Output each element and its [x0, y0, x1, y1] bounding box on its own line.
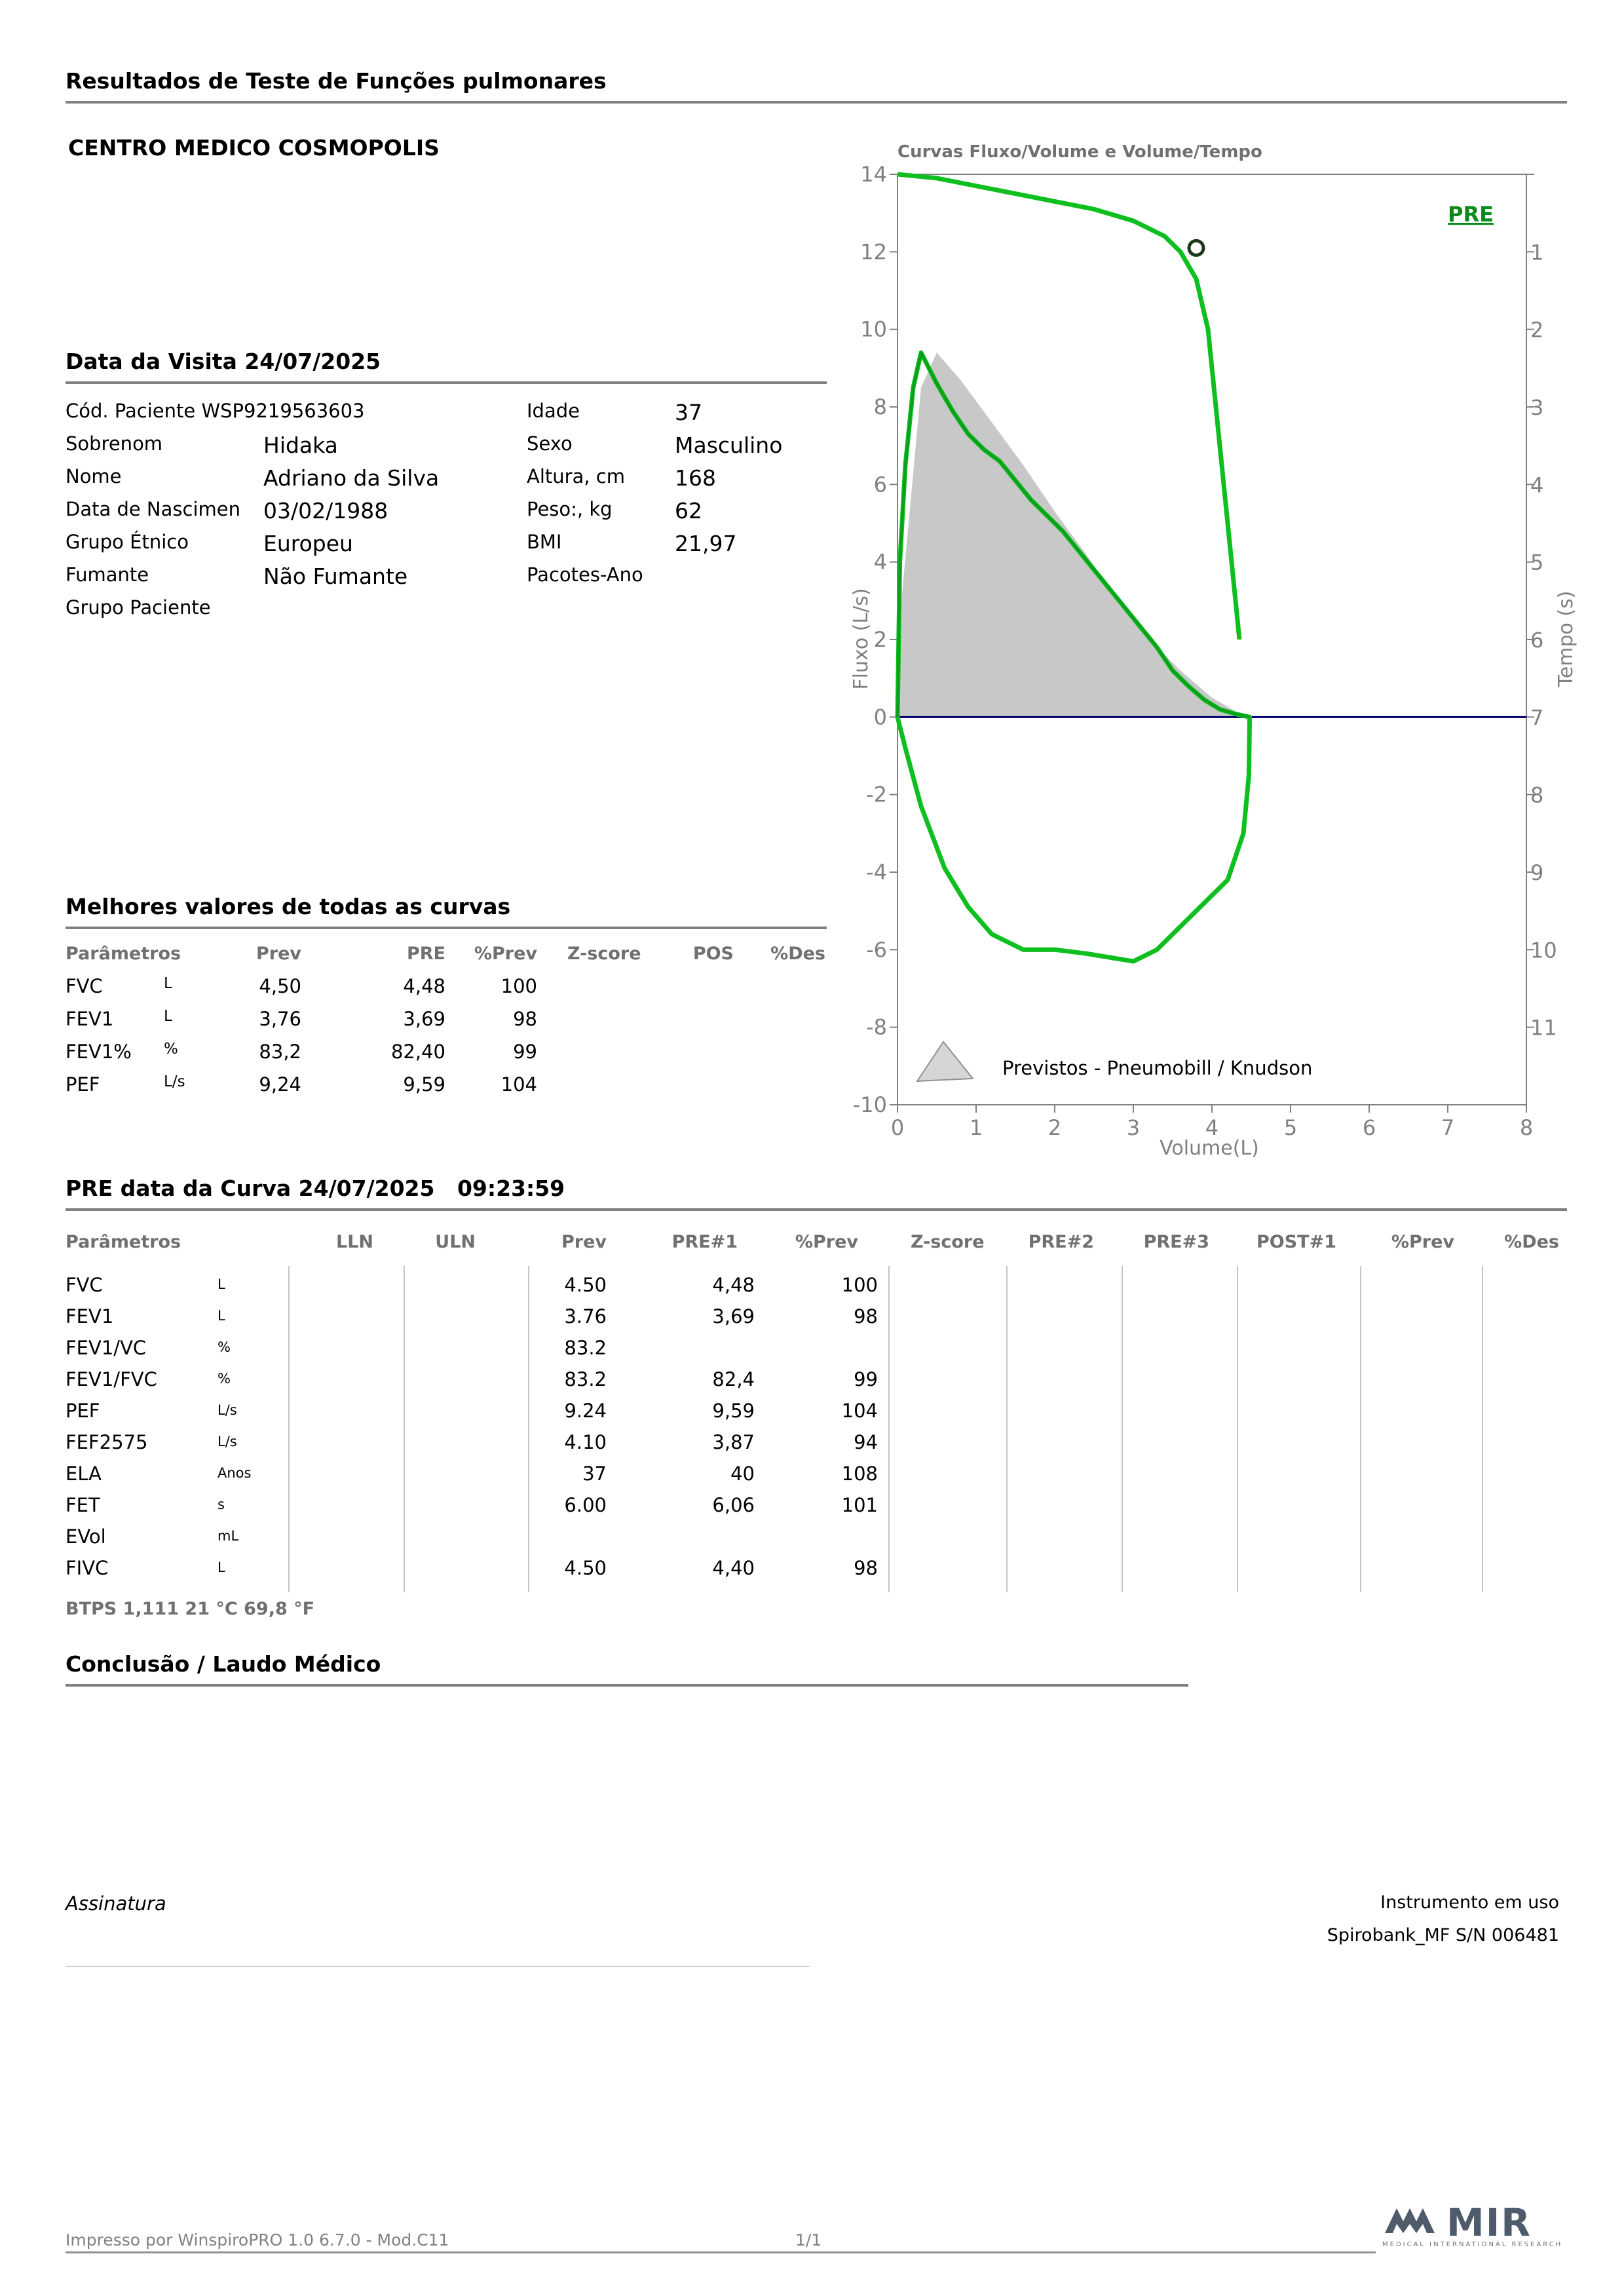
instrument-label: Instrumento em uso [1380, 1892, 1559, 1913]
best-row-pprev: 98 [513, 1008, 537, 1030]
data-layer [897, 174, 1526, 961]
curve-row-pre1: 9,59 [712, 1400, 755, 1422]
best-row-pre: 9,59 [403, 1073, 445, 1096]
curve-row-pre1: 4,48 [712, 1274, 755, 1296]
curve-row-param: FIVC [66, 1557, 109, 1579]
label-patient-group: Grupo Paciente [66, 596, 211, 619]
best-row-prev: 3,76 [259, 1008, 301, 1030]
curve-row-pprev: 94 [854, 1431, 878, 1453]
best-rule [66, 927, 827, 929]
curve-row-unit: mL [217, 1528, 239, 1544]
curve-row-prev: 83.2 [564, 1337, 607, 1359]
curve-row-prev: 6.00 [564, 1494, 607, 1516]
curve-header-pprev: %Prev [795, 1232, 858, 1252]
y-tick-label: 0 [873, 704, 887, 730]
curve-row-pprev: 98 [854, 1305, 878, 1328]
y-tick-label: -4 [866, 860, 887, 885]
y-tick-label: 4 [873, 549, 887, 575]
y2-tick-label: 4 [1530, 472, 1544, 498]
y-tick-label: -6 [866, 937, 887, 963]
value-bmi: 21,97 [675, 531, 737, 556]
best-row-pprev: 100 [500, 975, 537, 997]
center-name: CENTRO MEDICO COSMOPOLIS [68, 135, 440, 161]
best-row-pre: 82,40 [390, 1041, 445, 1063]
best-title: Melhores valores de todas as curvas [66, 894, 511, 919]
col-separator [528, 1266, 529, 1592]
conclusion-title: Conclusão / Laudo Médico [66, 1651, 381, 1677]
col-separator [888, 1266, 890, 1592]
curve-row-pre1: 40 [730, 1463, 755, 1485]
x-tick-label: 5 [1283, 1115, 1298, 1140]
value-surname: Hidaka [263, 432, 338, 458]
y2-tick-label: 8 [1530, 782, 1544, 808]
y-tick-label: 12 [860, 239, 887, 265]
label-surname: Sobrenom [66, 432, 163, 455]
value-smoker: Não Fumante [263, 564, 408, 589]
x-tick-label: 8 [1519, 1115, 1534, 1140]
best-row-prev: 83,2 [259, 1041, 301, 1063]
mir-logo-text: MIR [1446, 2200, 1532, 2245]
curve-row-unit: L/s [217, 1434, 237, 1449]
value-sex: Masculino [675, 432, 783, 458]
curve-row-unit: % [217, 1339, 231, 1355]
label-age: Idade [527, 400, 580, 422]
y-tick-label: 8 [873, 394, 887, 419]
y-tick-label: 14 [860, 162, 887, 187]
x-tick-label: 2 [1048, 1115, 1062, 1140]
curve-row-param: ELA [66, 1463, 102, 1485]
curve-row-param: PEF [66, 1400, 100, 1422]
curve-row-prev: 9.24 [564, 1400, 607, 1422]
curve-row-unit: L [217, 1308, 225, 1324]
x-tick-label: 4 [1205, 1115, 1219, 1140]
label-sex: Sexo [527, 432, 573, 455]
curve-row-param: FEF2575 [66, 1431, 148, 1453]
curve-header-uln: ULN [435, 1232, 476, 1252]
printed-by: Impresso por WinspiroPRO 1.0 6.7.0 - Mod.C11 [66, 2230, 449, 2249]
patient-code: Cód. Paciente WSP9219563603 [66, 400, 365, 422]
value-age: 37 [675, 400, 702, 425]
chart-title: Curvas Fluxo/Volume e Volume/Tempo [897, 142, 1262, 162]
best-header-pre: PRE [406, 944, 445, 964]
curve-row-pprev: 98 [854, 1557, 878, 1579]
y2-tick-label: 11 [1530, 1015, 1557, 1041]
curve-header-lln: LLN [335, 1232, 373, 1252]
report-title: Resultados de Teste de Funções pulmonares [66, 68, 607, 94]
y-tick-label: -10 [852, 1092, 887, 1117]
curve-row-prev: 4.50 [564, 1557, 607, 1579]
curve-row-pre1: 6,06 [712, 1494, 755, 1516]
curve-row-unit: L [217, 1559, 225, 1575]
value-weight: 62 [675, 498, 702, 524]
curve-row-param: EVol [66, 1525, 106, 1548]
y-tick-label: -8 [866, 1014, 887, 1040]
curve-row-pprev: 108 [841, 1463, 878, 1485]
best-row-unit: L [164, 1008, 172, 1025]
label-birthdate: Data de Nascimen [66, 498, 240, 520]
curve-row-param: FVC [66, 1274, 103, 1296]
curve-header-param: Parâmetros [66, 1232, 181, 1252]
x-axis-label: Volume(L) [1160, 1137, 1259, 1160]
curve-title: PRE data da Curva 24/07/2025 09:23:59 [66, 1176, 565, 1201]
best-row-pprev: 99 [513, 1041, 537, 1063]
best-row-param: FEV1 [66, 1008, 114, 1030]
best-header-zscore: Z-score [567, 944, 641, 964]
value-height: 168 [675, 465, 716, 491]
value-birthdate: 03/02/1988 [263, 498, 388, 524]
y2-tick-label: 7 [1530, 705, 1544, 731]
curve-row-prev: 4.50 [564, 1274, 607, 1296]
curve-row-pre1: 3,69 [712, 1305, 755, 1328]
col-separator [1122, 1266, 1123, 1592]
best-row-pre: 3,69 [403, 1008, 445, 1030]
instrument-value: Spirobank_MF S/N 006481 [1327, 1925, 1559, 1945]
curve-row-unit: L [217, 1276, 225, 1292]
label-bmi: BMI [527, 531, 562, 553]
col-separator [1360, 1266, 1361, 1592]
y2-tick-label: 1 [1530, 240, 1544, 265]
x-tick-label: 7 [1441, 1115, 1455, 1140]
curve-row-prev: 37 [582, 1463, 607, 1485]
signature-line [66, 1966, 810, 1967]
y2-tick-label: 3 [1530, 395, 1544, 420]
best-row-pprev: 104 [500, 1073, 537, 1096]
best-row-unit: L [164, 975, 172, 992]
best-row-prev: 9,24 [259, 1073, 301, 1096]
predicted-legend-label: Previstos - Pneumobill / Knudson [1002, 1057, 1313, 1079]
conclusion-rule [66, 1684, 1188, 1687]
curve-header-pdes: %Des [1504, 1232, 1559, 1252]
y-axis-label: Fluxo (L/s) [850, 588, 873, 690]
y-tick-label: -2 [866, 782, 887, 807]
curve-header-pre1: PRE#1 [671, 1232, 738, 1252]
y2-tick-label: 9 [1530, 860, 1544, 885]
signature-label: Assinatura [66, 1892, 166, 1915]
visit-rule [66, 381, 827, 384]
curve-rule [66, 1208, 1567, 1211]
y-tick-label: 6 [873, 472, 887, 497]
curve-header-pre3: PRE#3 [1143, 1232, 1209, 1252]
visit-title: Data da Visita 24/07/2025 [66, 349, 381, 374]
curve-row-unit: L/s [217, 1402, 237, 1418]
curve-row-pre1: 3,87 [712, 1431, 755, 1453]
x-tick-label: 6 [1362, 1115, 1376, 1140]
y-tick-label: 10 [860, 316, 887, 342]
curve-row-prev: 83.2 [564, 1368, 607, 1390]
best-row-pre: 4,48 [403, 975, 445, 997]
curve-row-prev: 3.76 [564, 1305, 607, 1328]
x-tick-label: 1 [969, 1115, 983, 1140]
predicted-legend [917, 1042, 1312, 1081]
label-name: Nome [66, 465, 122, 488]
x-tick-label: 0 [890, 1115, 905, 1140]
best-row-prev: 4,50 [259, 975, 301, 997]
flow-volume-chart [845, 138, 1585, 1166]
curve-row-param: FEV1/VC [66, 1337, 147, 1359]
curve-row-pprev: 99 [854, 1368, 878, 1390]
best-row-param: FEV1% [66, 1041, 132, 1063]
footer-rule [66, 2251, 1376, 2253]
curve-row-pprev: 104 [841, 1400, 878, 1422]
best-row-unit: L/s [164, 1073, 185, 1090]
y-tick-label: 2 [873, 627, 887, 652]
best-row-unit: % [164, 1041, 178, 1058]
end-of-test-marker [1189, 240, 1203, 255]
best-header-pdes: %Des [770, 944, 825, 964]
curve-row-pre1: 82,4 [712, 1368, 755, 1390]
best-header-prev: Prev [255, 944, 301, 964]
btps-note: BTPS 1,111 21 °C 69,8 °F [66, 1599, 315, 1619]
curve-row-prev: 4.10 [564, 1431, 607, 1453]
best-header-param: Parâmetros [66, 944, 181, 964]
col-separator [1237, 1266, 1238, 1592]
curve-row-pprev: 101 [841, 1494, 878, 1516]
label-height: Altura, cm [527, 465, 625, 488]
y2-tick-label: 10 [1530, 938, 1557, 963]
header-rule [66, 101, 1567, 104]
curve-header-prev: Prev [561, 1232, 607, 1252]
y2-tick-label: 6 [1530, 628, 1544, 653]
best-header-pos: POS [692, 944, 734, 964]
curve-row-unit: s [217, 1497, 225, 1512]
y2-axis-label: Tempo (s) [1555, 590, 1577, 687]
y2-tick-label: 5 [1530, 550, 1544, 575]
chart-svg [845, 138, 1585, 1166]
predicted-legend-icon [917, 1042, 973, 1081]
col-separator [1482, 1266, 1483, 1592]
curve-header-pre2: PRE#2 [1028, 1232, 1094, 1252]
curve-row-pprev: 100 [841, 1274, 878, 1296]
label-smoker: Fumante [66, 564, 149, 586]
mir-logo [1382, 2199, 1566, 2251]
curve-header-pprev2: %Prev [1391, 1232, 1454, 1252]
curve-header-post1: POST#1 [1256, 1232, 1336, 1252]
col-separator [1006, 1266, 1008, 1592]
curve-row-pre1: 4,40 [712, 1557, 755, 1579]
y2-tick-label: 2 [1530, 317, 1544, 343]
best-header-pprev: %Prev [474, 944, 537, 964]
curve-header-zscore: Z-score [911, 1232, 985, 1252]
label-weight: Peso:, kg [527, 498, 613, 520]
page-number: 1/1 [795, 2230, 822, 2249]
value-ethnic-group: Europeu [263, 531, 353, 556]
best-row-param: FVC [66, 975, 103, 997]
best-row-param: PEF [66, 1073, 100, 1096]
legend-pre: PRE [1448, 202, 1494, 227]
curve-row-param: FET [66, 1494, 100, 1516]
curve-row-param: FEV1/FVC [66, 1368, 157, 1390]
col-separator [404, 1266, 405, 1592]
value-name: Adriano da Silva [263, 465, 440, 491]
label-ethnic-group: Grupo Étnico [66, 531, 189, 553]
curve-row-unit: Anos [217, 1465, 252, 1481]
label-pack-years: Pacotes-Ano [527, 564, 643, 586]
curve-row-unit: % [217, 1371, 231, 1387]
x-tick-label: 3 [1126, 1115, 1141, 1140]
col-separator [288, 1266, 290, 1592]
curve-row-param: FEV1 [66, 1305, 114, 1328]
mir-logo-sub: MEDICAL INTERNATIONAL RESEARCH [1382, 2241, 1563, 2248]
